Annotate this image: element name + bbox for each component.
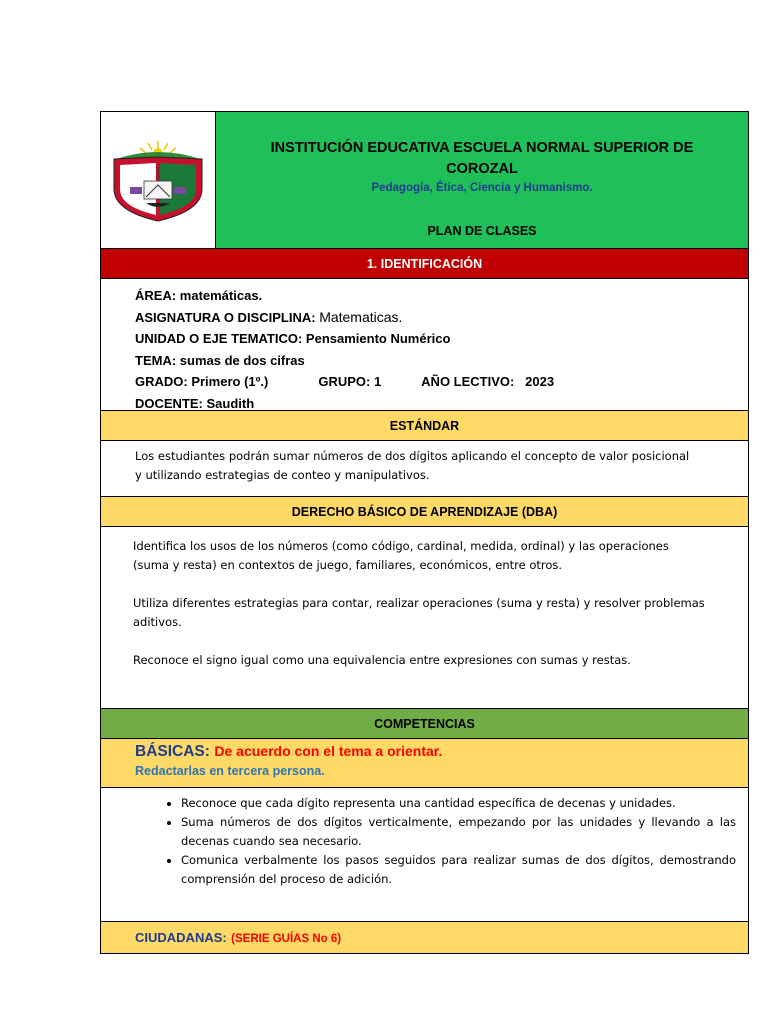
asignatura-label: ASIGNATURA O DISCIPLINA: — [135, 309, 316, 325]
ano-lectivo-value: AÑO LECTIVO: 2023 — [421, 374, 555, 389]
competencias-list-section — [101, 788, 748, 922]
dba-paragraph-1-line-2: (suma y resta) en contextos de juego, familiares, económicos, entre otros. — [133, 558, 563, 572]
competencias-heading: COMPETENCIAS — [101, 709, 748, 739]
unidad-line: UNIDAD O EJE TEMATICO: Pensamiento Numérico — [135, 331, 451, 346]
docente-line: DOCENTE: Saudith — [135, 395, 255, 411]
basicas-note: De acuerdo con el tema a orientar. — [214, 743, 443, 759]
institution-name: INSTITUCIÓN EDUCATIVA ESCUELA NORMAL SUPERIOR DE COROZAL — [270, 140, 694, 177]
document-type: PLAN DE CLASES — [427, 224, 537, 238]
school-crest-icon — [106, 137, 210, 223]
identificacion-heading: 1. IDENTIFICACIÓN — [101, 249, 748, 279]
list-item: • Suma números de dos dígitos verticalmente, empezando por las unidades y llevando a las decenas cuando sea necesario. — [181, 813, 736, 851]
grupo-value: GRUPO: 1 — [318, 374, 382, 389]
identificacion-section — [101, 279, 748, 411]
basicas-label: BÁSICAS: — [135, 743, 210, 760]
competencias-list — [135, 794, 736, 889]
lesson-plan-document — [100, 111, 749, 954]
ciudadanas-note: (SERIE GUÍAS No 6) — [231, 933, 342, 945]
dba-section — [101, 527, 748, 709]
tema-line: TEMA: sumas de dos cifras — [135, 352, 305, 368]
institution-motto: Pedagogía, Ética, Ciencia y Humanismo. — [371, 182, 593, 194]
grado-value: GRADO: Primero (1º.) — [135, 374, 269, 389]
dba-paragraph-3: Reconoce el signo igual como una equivalencia entre expresiones con sumas y restas. — [133, 653, 631, 667]
estandar-heading: ESTÁNDAR — [101, 411, 748, 441]
estandar-text — [101, 441, 748, 497]
ciudadanas-section — [101, 922, 748, 953]
area-line: ÁREA: matemáticas. — [135, 288, 263, 303]
estandar-paragraph: Los estudiantes podrán sumar números de dos dígitos aplicando el concepto de valor posicional y utilizando estrategias de conteo y manipulativos. — [135, 449, 690, 482]
logo-cell — [101, 112, 216, 248]
list-item: • Reconoce que cada dígito representa una cantidad específica de decenas y unidades. — [181, 794, 736, 813]
grado-line — [135, 371, 748, 393]
list-item: • Comunica verbalmente los pasos seguidos para realizar sumas de dos dígitos, demostrando comprensión del proceso de adición. — [181, 851, 736, 889]
header-title-cell — [216, 112, 748, 248]
ciudadanas-label: CIUDADANAS: — [135, 930, 227, 945]
dba-heading: DERECHO BÁSICO DE APRENDIZAJE (DBA) — [101, 497, 748, 527]
basicas-section — [101, 739, 748, 788]
dba-paragraph-1-line-1: Identifica los usos de los números (como código, cardinal, medida, ordinal) y las operaciones — [133, 539, 669, 553]
asignatura-line — [135, 307, 748, 329]
dba-paragraph-2: Utiliza diferentes estrategias para contar, realizar operaciones (suma y resta) y resolver problemas aditivos. — [133, 596, 705, 629]
asignatura-value: Matematicas. — [319, 308, 403, 325]
basicas-subnote: Redactarlas en tercera persona. — [135, 764, 325, 778]
document-header — [101, 112, 748, 249]
